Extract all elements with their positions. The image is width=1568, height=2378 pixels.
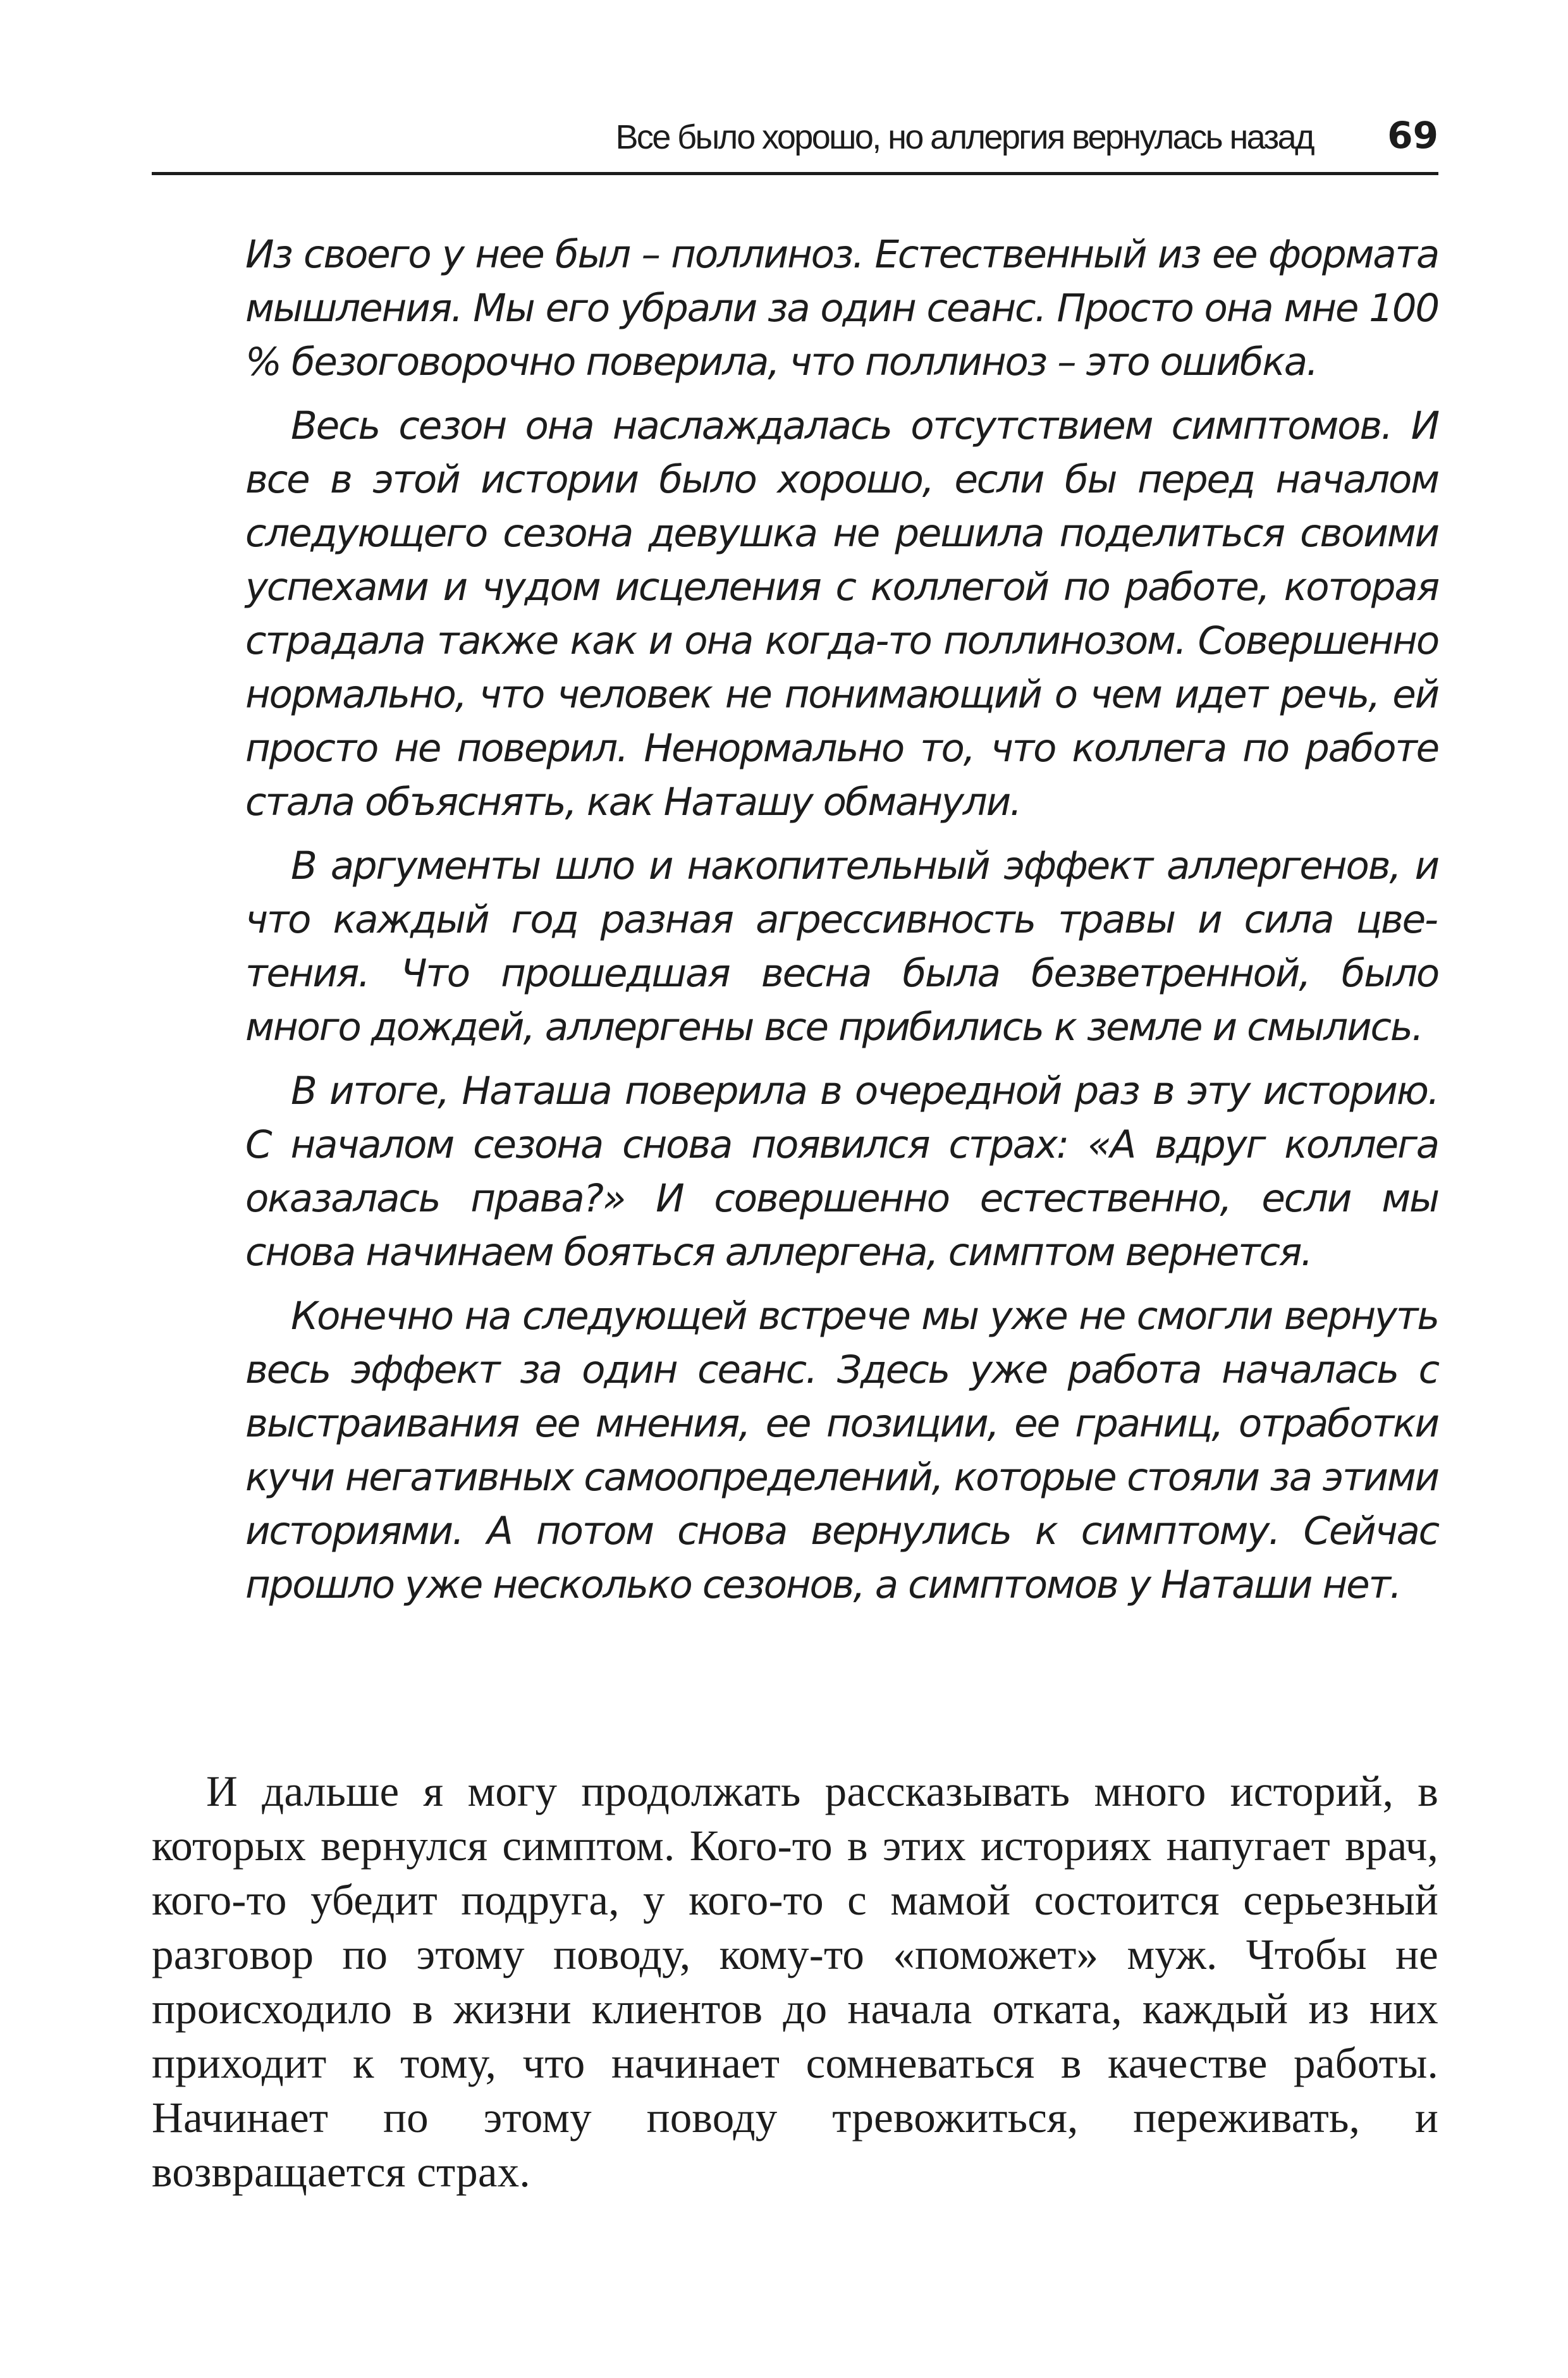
running-title: Все было хорошо, но аллергия вернулась назад [615,118,1313,156]
main-text [152,1764,1438,2199]
quote-paragraph: Конечно на следующей встрече мы уже не смогли вернуть весь эффект за один сеанс. Здесь уже работа началась с выстраивания ее мнения, ее позиции, ее границ, отработки кучи негативных самоопределений, которые стояли за этими историями. А потом снова вернулись к симптому. Сейчас прошло уже несколько сезонов, а симптомов у Наташи нет. [245,1294,1438,1607]
quote-paragraph: Из своего у нее был – поллиноз. Естественный из ее формата мышления. Мы его убрали за один сеанс. Просто она мне 100 % безоговорочно поверила, что поллиноз – это ошибка. [245,232,1438,384]
quote-paragraph: Весь сезон она наслаждалась отсутствием симптомов. И все в этой истории было хорошо, если бы перед началом следующего сезона девушка не решила поделиться своими успехами и чудом исцеления с коллегой по работе, которая страдала также как и она когда-то поллинозом. Совершенно нормально, что человек не понимающий о чем идет речь, ей просто не поверил. Ненормально то, что коллега по работе стала объяснять, как Наташу обманули. [245,403,1438,824]
running-header [152,113,1438,171]
body-paragraph: И дальше я могу продолжать рассказывать много историй, в которых вернулся симптом. Кого-то в этих историях напугает врач, кого-то убедит подруга, у кого-то с мамой состоится серьезный разговор по этому поводу, кому-то «поможет» муж. Чтобы не происходило в жизни клиентов до начала отката, каждый из них приходит к тому, что начинает сомневаться в качестве работы. Начинает по этому поводу тревожиться, переживать, и возвращается страх. [152,1767,1438,2196]
quote-paragraph: В итоге, Наташа поверила в очередной раз в эту историю. С началом сезона снова появился страх: «А вдруг коллега оказалась права?» И совершенно естественно, если мы снова начинаем бояться аллергена, симптом вернется. [245,1069,1438,1275]
header-rule [152,172,1438,175]
case-study-quote [245,228,1438,1622]
quote-paragraph: В аргументы шло и накопительный эффект аллергенов, и что каждый год разная агрессивность травы и сила цветения. Что прошедшая весна была безветренной, было много дождей, аллергены все прибились к земле и смылись. [245,843,1438,1050]
page-number: 69 [1387,114,1438,157]
